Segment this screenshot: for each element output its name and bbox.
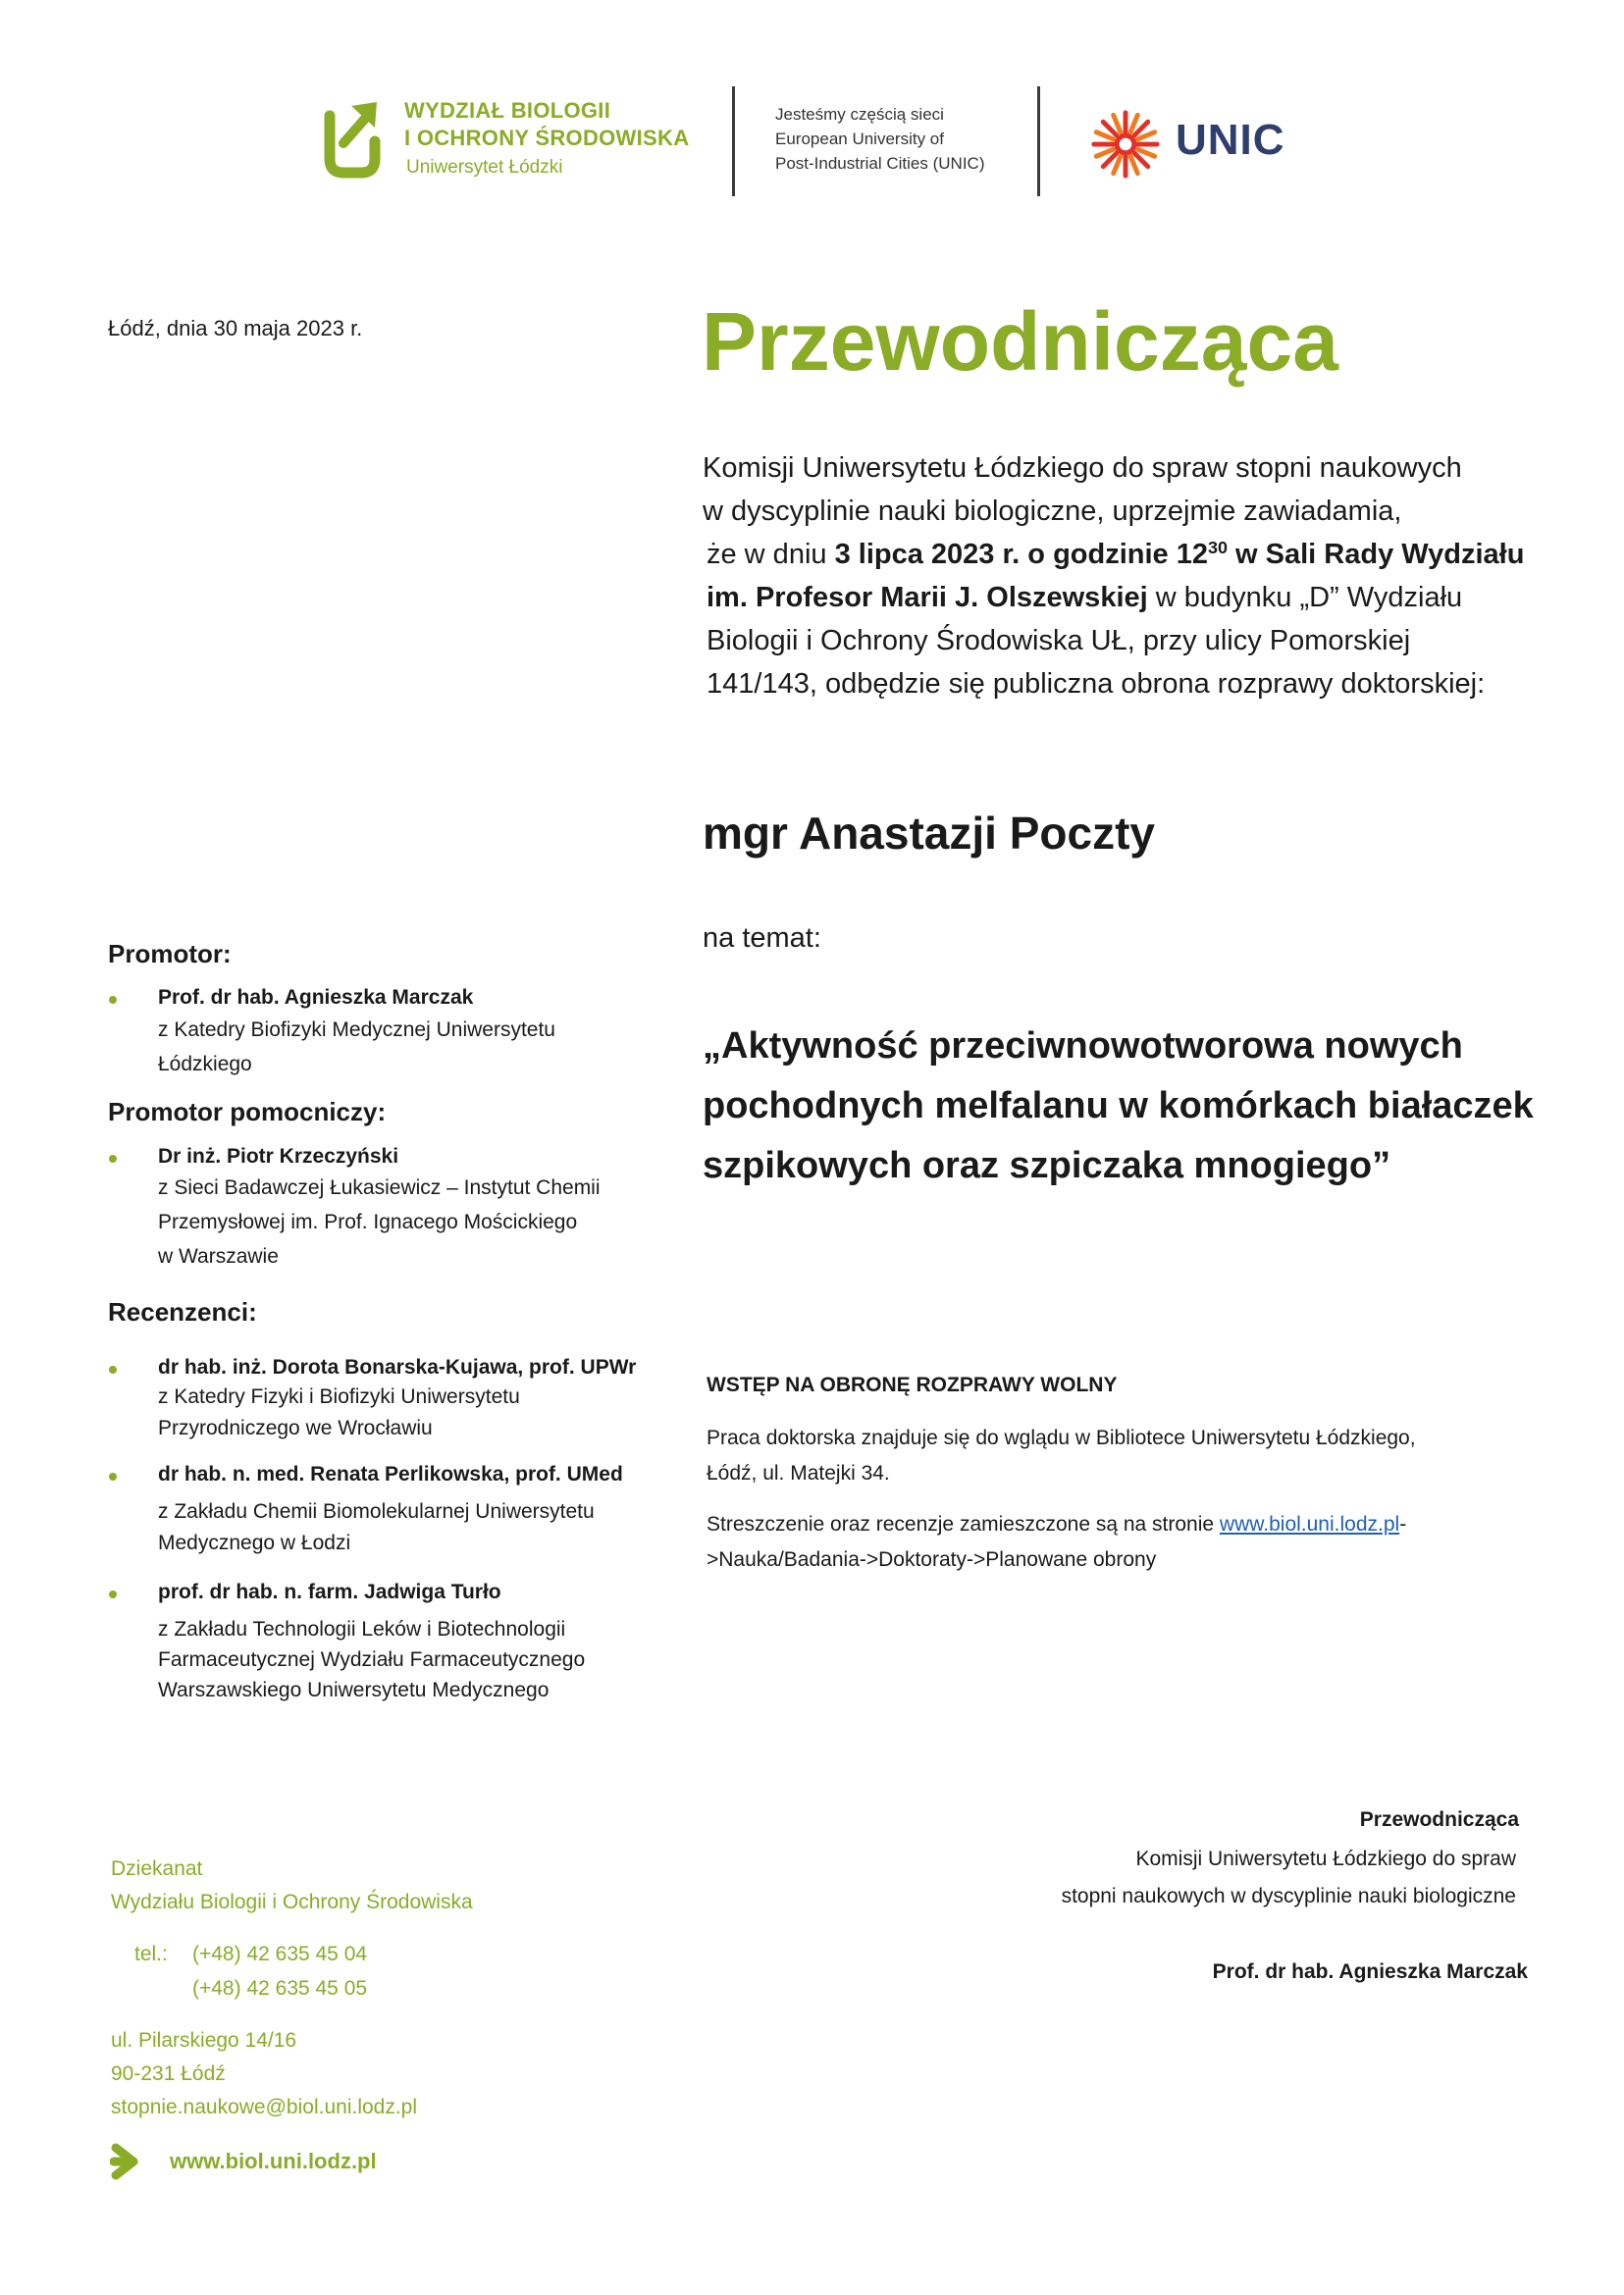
unic-logo-icon (1087, 106, 1164, 183)
thesis-availability (707, 1421, 1570, 1491)
faculty-logo-icon (322, 98, 383, 179)
intro-text: że w dniu (707, 539, 835, 570)
reviewer-affiliation (158, 1614, 668, 1705)
page-title: Przewodnicząca (702, 295, 1338, 388)
network-note (775, 102, 985, 176)
free-entry-notice: WSTĘP NA OBRONĘ ROZPRAWY WOLNY (707, 1374, 1118, 1396)
affiliation-line: z Katedry Fizyki i Biofizyki Uniwersytetu (158, 1385, 520, 1408)
announcement-text (703, 446, 1566, 705)
abstracts-path: >Nauka/Badania->Doktoraty->Planowane obrony (707, 1548, 1157, 1571)
abstracts-line (707, 1507, 1570, 1542)
faculty-name-line1: WYDZIAŁ BIOLOGII (404, 98, 611, 123)
affiliation-line: w Warszawie (158, 1245, 279, 1268)
intro-line: Komisji Uniwersytetu Łódzkiego do spraw stopni naukowych (703, 452, 1462, 484)
topic-label: na temat: (703, 922, 821, 954)
affiliation-line: z Zakładu Chemii Biomolekularnej Uniwersytetu (158, 1500, 595, 1523)
candidate-name: mgr Anastazji Poczty (703, 808, 1155, 859)
bullet-icon (109, 1473, 117, 1481)
defense-room: w Sali Rady Wydziału (1227, 539, 1525, 570)
office-faculty: Wydziału Biologii i Ochrony Środowiska (111, 1891, 473, 1913)
room-name: im. Profesor Marii J. Olszewskiej (707, 582, 1148, 613)
availability-line: Łódź, ul. Matejki 34. (707, 1462, 890, 1485)
defense-time (1020, 539, 1228, 570)
affiliation-line: z Zakładu Technologii Leków i Biotechnologii (158, 1618, 566, 1641)
affiliation-line: z Sieci Badawczej Łukasiewicz – Instytut Chemii (158, 1176, 601, 1199)
promotor-name: Prof. dr hab. Agnieszka Marczak (158, 986, 474, 1009)
defense-date: 3 lipca 2023 r. (834, 539, 1021, 570)
thesis-title (703, 1017, 1586, 1196)
signature-line: stopni naukowych w dyscyplinie nauki biologiczne (1061, 1885, 1516, 1907)
network-line: European University of (775, 130, 944, 148)
time-hour: o godzinie 12 (1020, 539, 1208, 570)
network-line: Jesteśmy częścią sieci (775, 105, 944, 124)
abstracts-info (707, 1507, 1570, 1578)
availability-line: Praca doktorska znajduje się do wglądu w Bibliotece Uniwersytetu Łódzkiego, (707, 1427, 1416, 1449)
promotor-affiliation (158, 1013, 668, 1081)
affiliation-line: Przyrodniczego we Wrocławiu (158, 1417, 433, 1439)
affiliation-line: Farmaceutycznej Wydziału Farmaceutycznego (158, 1648, 586, 1671)
reviewers-heading: Recenzenci: (108, 1297, 257, 1327)
abstracts-text: - (1399, 1513, 1407, 1536)
thesis-title-line: „Aktywność przeciwnowotworowa nowych (703, 1025, 1463, 1067)
office-email[interactable]: stopnie.naukowe@biol.uni.lodz.pl (111, 2096, 418, 2118)
unic-label: UNIC (1176, 116, 1285, 164)
abstracts-text: Streszczenie oraz recenzje zamieszczone są na stronie (707, 1513, 1220, 1536)
document-date: Łódź, dnia 30 maja 2023 r. (108, 316, 363, 340)
affiliation-line: Przemysłowej im. Prof. Ignacego Mościckiego (158, 1211, 578, 1233)
intro-line: Biologii i Ochrony Środowiska UŁ, przy ulicy Pomorskiej (707, 625, 1411, 656)
phone-number: (+48) 42 635 45 05 (192, 1977, 368, 2000)
reviewer-name: dr hab. inż. Dorota Bonarska-Kujawa, prof. UPWr (158, 1356, 637, 1379)
faculty-website-link[interactable]: www.biol.uni.lodz.pl (1219, 1513, 1400, 1536)
network-line: Post-Industrial Cities (UNIC) (775, 154, 985, 173)
intro-line (703, 533, 1566, 576)
office-name: Dziekanat (111, 1857, 203, 1880)
intro-text: w budynku „D” Wydziału (1147, 582, 1463, 613)
signature-title: Przewodnicząca (1359, 1808, 1519, 1831)
thesis-title-line: pochodnych melfalanu w komórkach białaczek (703, 1085, 1534, 1126)
time-minutes: 30 (1207, 538, 1228, 558)
intro-line: w dyscyplinie nauki biologiczne, uprzejmie zawiadamia, (703, 496, 1402, 527)
phone-label: tel.: (134, 1943, 168, 1965)
address-city: 90-231 Łódź (111, 2062, 226, 2085)
university-name: Uniwersytet Łódzki (406, 157, 563, 178)
bullet-icon (109, 1155, 117, 1163)
co-promotor-heading: Promotor pomocniczy: (108, 1097, 387, 1126)
reviewer-name: dr hab. n. med. Renata Perlikowska, prof. UMed (158, 1463, 623, 1486)
faculty-name-line2: I OCHRONY ŚRODOWISKA (404, 126, 690, 150)
phone-number: (+48) 42 635 45 04 (192, 1943, 368, 1965)
affiliation-line: z Katedry Biofizyki Medycznej Uniwersytetu (158, 1018, 555, 1041)
thesis-title-line: szpikowych oraz szpiczaka mnogiego” (703, 1145, 1391, 1186)
bullet-icon (109, 1591, 117, 1598)
address-street: ul. Pilarskiego 14/16 (111, 2029, 297, 2052)
affiliation-line: Warszawskiego Uniwersytetu Medycznego (158, 1679, 550, 1701)
reviewer-affiliation (158, 1496, 668, 1559)
header-divider (1037, 86, 1040, 196)
affiliation-line: Medycznego w Łodzi (158, 1532, 351, 1554)
header-divider (732, 86, 735, 196)
intro-line (703, 576, 1566, 619)
footer-website[interactable]: www.biol.uni.lodz.pl (170, 2149, 377, 2173)
signature-name: Prof. dr hab. Agnieszka Marczak (1212, 1960, 1528, 1983)
reviewer-name: prof. dr hab. n. farm. Jadwiga Turło (158, 1581, 501, 1603)
signature-line: Komisji Uniwersytetu Łódzkiego do spraw (1135, 1848, 1516, 1870)
affiliation-line: Łódzkiego (158, 1053, 252, 1075)
promotor-heading: Promotor: (108, 939, 232, 968)
co-promotor-name: Dr inż. Piotr Krzeczyński (158, 1145, 399, 1168)
intro-line: 141/143, odbędzie się publiczna obrona rozprawy doktorskiej: (707, 668, 1486, 700)
reviewer-affiliation (158, 1382, 668, 1444)
bullet-icon (109, 1366, 117, 1374)
co-promotor-affiliation (158, 1171, 668, 1274)
arrow-right-icon (110, 2142, 145, 2181)
bullet-icon (109, 996, 117, 1004)
